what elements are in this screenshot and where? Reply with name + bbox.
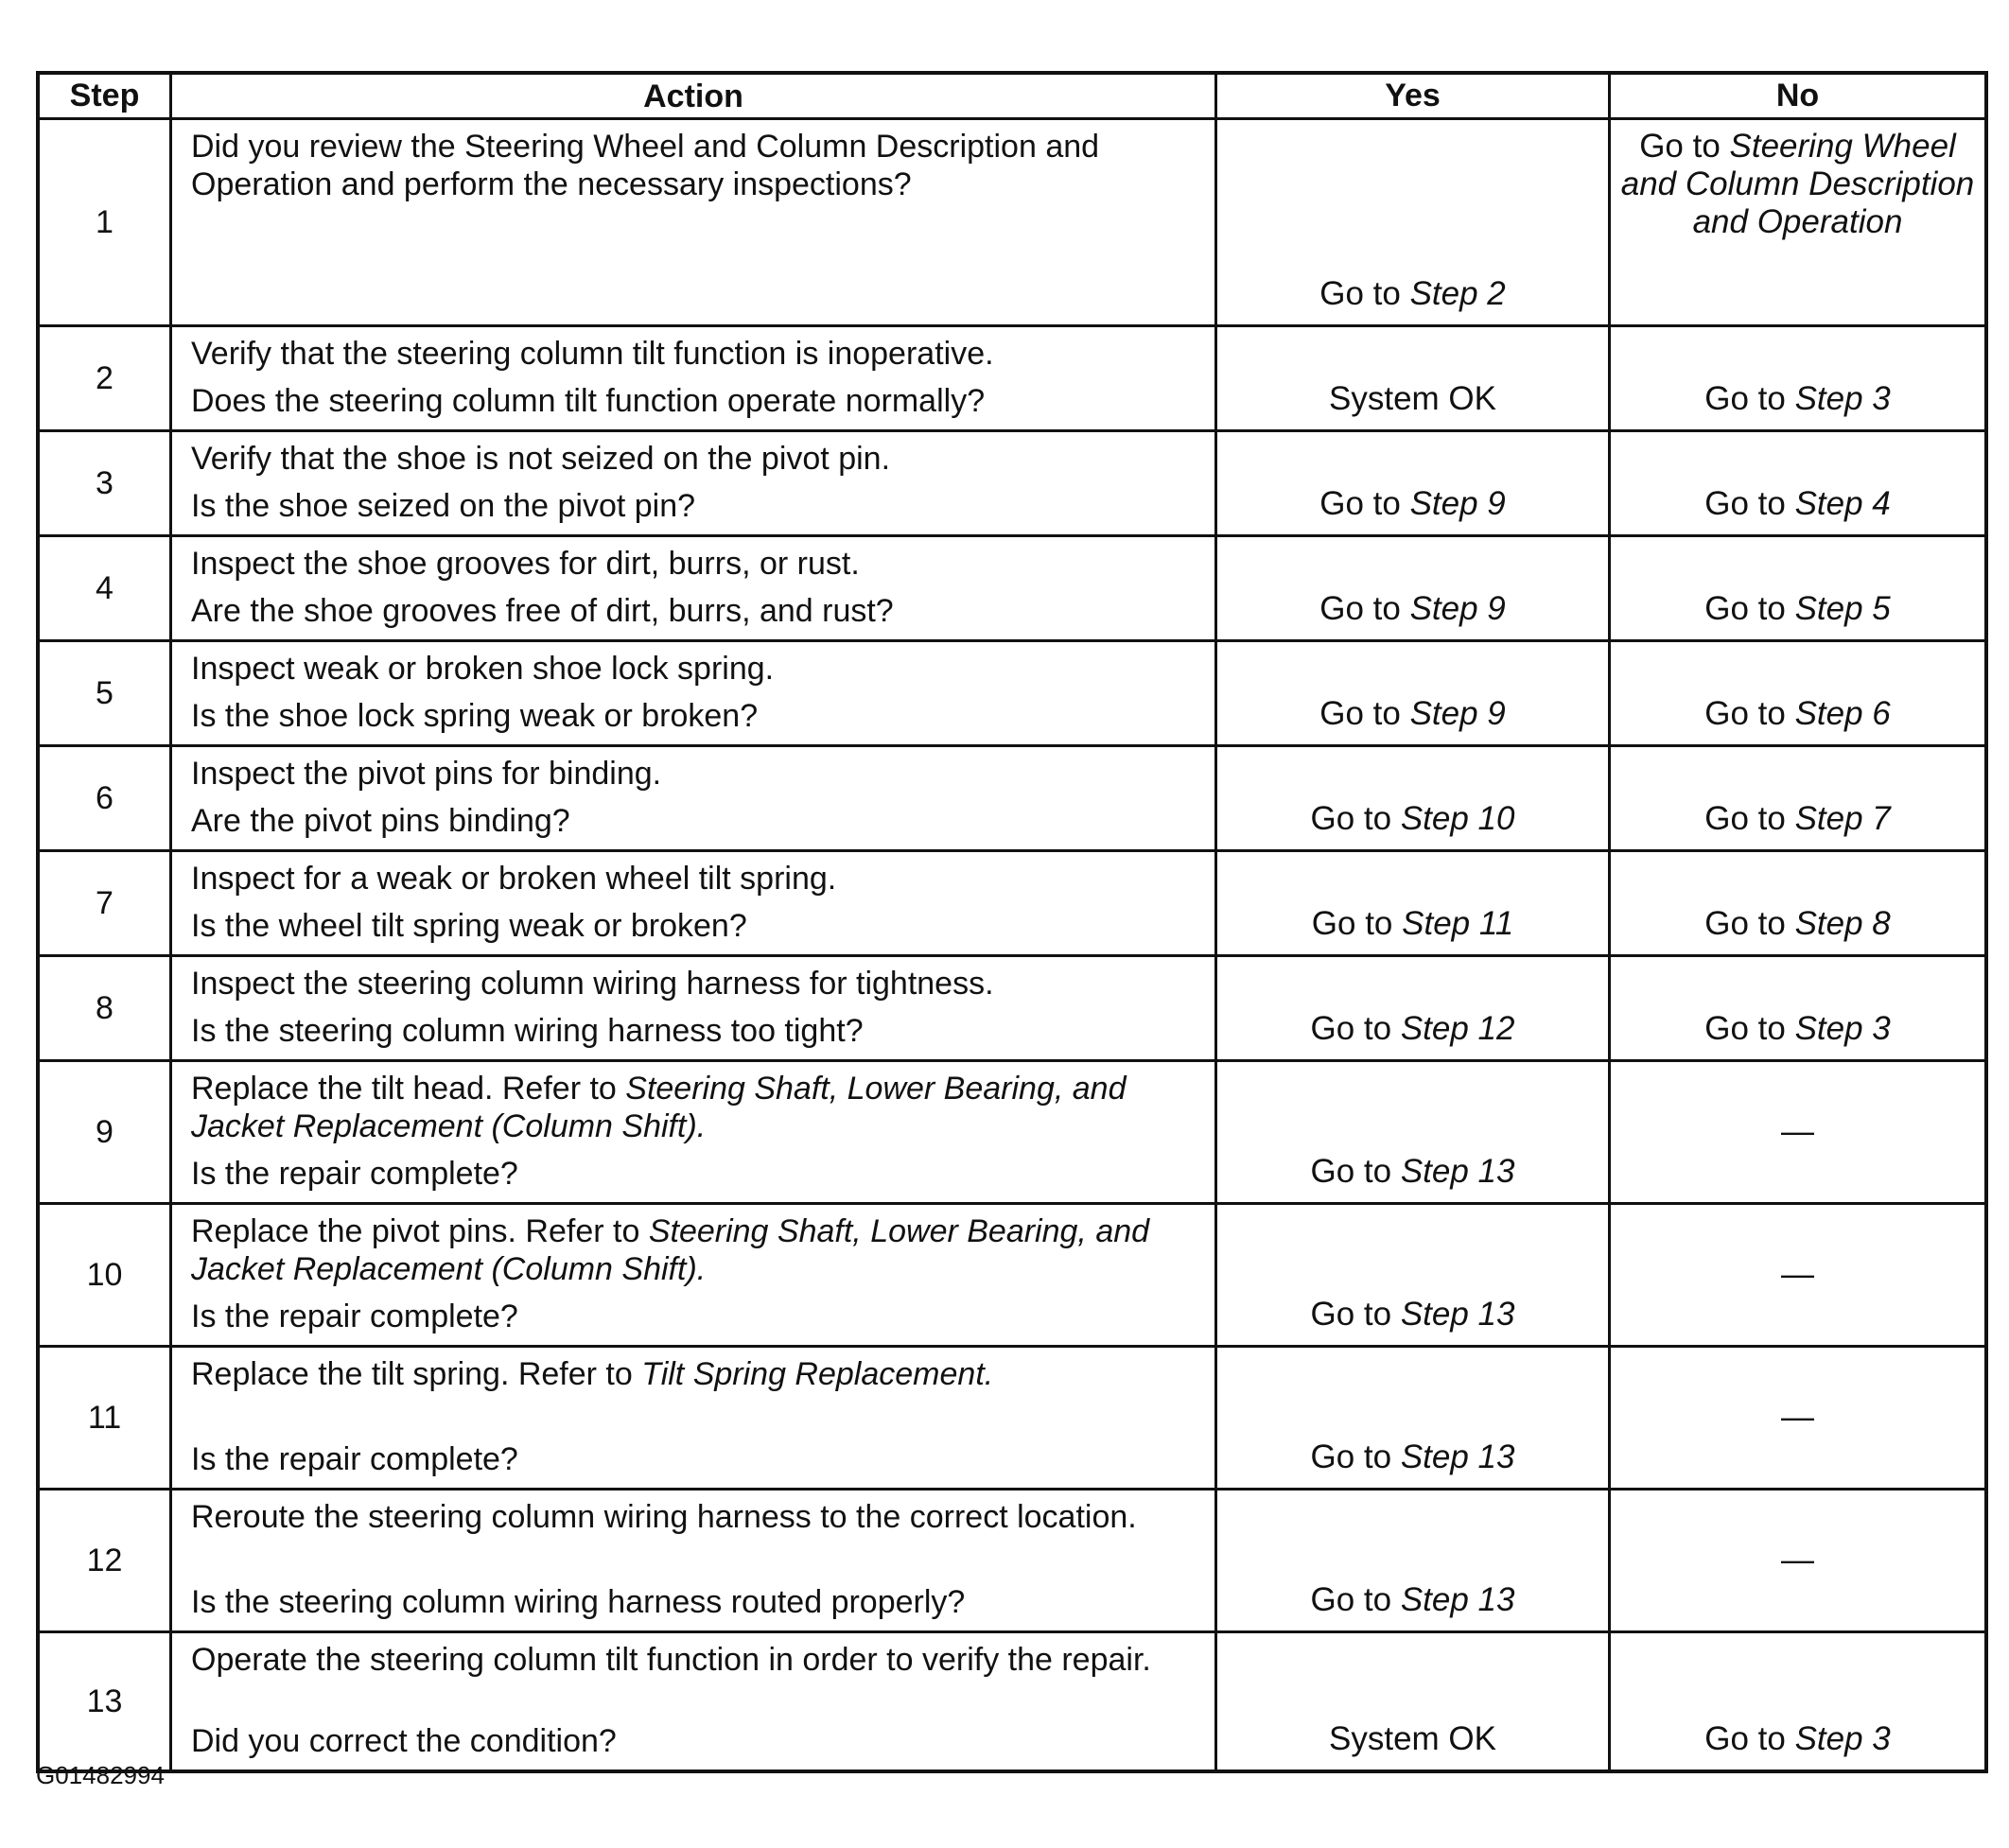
action-cell [171,1347,1216,1490]
action-prompt-text: Replace the pivot pins. Refer to [191,1213,649,1249]
diagnostic-table [36,71,1988,1773]
step-number: 7 [38,851,171,956]
action-reference: Steering Shaft, Lower Bearing, and Jacket Replacement (Column Shift). [191,1071,1127,1144]
no-cell [1610,119,1987,326]
action-question: Does the steering column tilt function operate normally? [191,383,986,419]
action-prompt [191,755,1197,793]
action-question: Is the repair complete? [191,1441,518,1477]
action-prompt [191,335,1197,373]
action-prompt-text: Inspect for a weak or broken wheel tilt spring. [191,861,837,897]
yes-text: Go to [1319,590,1410,627]
no-dash: — [1781,1399,1814,1436]
no-result [1611,120,1984,241]
header-no: No [1610,73,1987,119]
no-dash: — [1781,1113,1814,1150]
action-prompt-text: Reroute the steering column wiring harness to the correct location. [191,1499,1137,1535]
action-question: Is the steering column wiring harness routed properly? [191,1584,966,1620]
no-cell [1610,851,1987,956]
yes-result [1217,1438,1608,1488]
yes-result [1217,1581,1608,1630]
action-prompt-text: Replace the tilt head. Refer to [191,1071,626,1107]
yes-text: System OK [1329,1720,1496,1757]
action-cell [171,119,1216,326]
yes-text: Go to [1310,1438,1401,1475]
step-number: 8 [38,956,171,1061]
action-content [172,1062,1214,1202]
yes-step-link: Step 13 [1400,1581,1515,1618]
action-cell [171,851,1216,956]
action-prompt [191,1355,1197,1393]
action-prompt-text: Replace the tilt spring. Refer to [191,1356,642,1392]
no-reference: Steering Wheel and Column Description and Operation [1620,128,1975,240]
action-question: Is the steering column wiring harness too tight? [191,1013,864,1049]
step-number: 5 [38,641,171,746]
no-cell [1610,1632,1987,1772]
step-number: 3 [38,431,171,536]
table-row [38,641,1986,746]
no-text: Go to [1704,800,1795,837]
action-cell [171,956,1216,1061]
action-content [172,747,1214,849]
no-cell [1610,431,1987,536]
action-content [172,852,1214,954]
action-cell [171,1632,1216,1772]
no-cell [1610,536,1987,641]
no-step-link: Step 3 [1794,1010,1891,1047]
yes-result [1217,380,1608,429]
action-question: Is the shoe seized on the pivot pin? [191,488,696,524]
yes-step-link: Step 12 [1400,1010,1515,1047]
yes-text: Go to [1310,800,1401,837]
yes-cell [1216,1347,1610,1490]
action-prompt [191,965,1197,1002]
table-row [38,1204,1986,1347]
action-prompt [191,545,1197,583]
yes-result [1217,1010,1608,1059]
yes-step-link: Step 2 [1409,275,1506,312]
action-question: Is the shoe lock spring weak or broken? [191,698,759,734]
yes-cell [1216,431,1610,536]
header-action: Action [171,73,1216,119]
no-text: Go to [1704,905,1795,942]
yes-result [1217,590,1608,639]
table-header-row [38,73,1986,119]
no-text: Go to [1704,380,1795,417]
yes-cell [1216,746,1610,851]
action-prompt-text: Operate the steering column tilt function in order to verify the repair. [191,1642,1151,1678]
yes-text: Go to [1319,695,1410,732]
action-content [172,957,1214,1059]
step-number: 12 [38,1490,171,1632]
no-text: Go to [1639,128,1730,165]
action-content [172,1491,1214,1630]
yes-cell [1216,641,1610,746]
yes-result [1217,905,1608,954]
action-prompt [191,1498,1197,1536]
action-prompt [191,860,1197,898]
action-content [172,1348,1214,1488]
no-text: Go to [1704,1720,1795,1757]
yes-step-link: Step 13 [1400,1296,1515,1333]
yes-cell [1216,1632,1610,1772]
no-text: Go to [1704,1010,1795,1047]
table-row [38,431,1986,536]
yes-result [1217,275,1608,324]
action-prompt [191,1212,1197,1288]
action-content [172,537,1214,639]
yes-text: Go to [1310,1010,1401,1047]
table-row [38,851,1986,956]
yes-text: Go to [1310,1296,1401,1333]
table-row [38,119,1986,326]
yes-step-link: Step 10 [1400,800,1515,837]
action-question: Is the repair complete? [191,1156,518,1192]
no-result [1611,1720,1984,1770]
table-row [38,746,1986,851]
step-number: 10 [38,1204,171,1347]
yes-result [1217,485,1608,534]
no-cell [1610,956,1987,1061]
yes-result [1217,695,1608,744]
yes-cell [1216,1061,1610,1204]
no-dash: — [1781,1542,1814,1578]
action-cell [171,641,1216,746]
step-number: 9 [38,1061,171,1204]
figure-id: G01482994 [36,1761,165,1789]
action-prompt-text: Inspect the shoe grooves for dirt, burrs, or rust. [191,546,860,582]
no-cell [1610,1204,1987,1347]
yes-result [1217,1153,1608,1202]
action-prompt [191,1070,1197,1145]
no-result [1611,1010,1984,1059]
action-prompt [191,440,1197,478]
action-cell [171,1061,1216,1204]
action-question: Are the shoe grooves free of dirt, burrs, and rust? [191,593,894,629]
yes-text: Go to [1319,275,1410,312]
yes-result [1217,800,1608,849]
action-prompt-text: Inspect the steering column wiring harness for tightness. [191,966,994,1002]
action-content [172,327,1214,429]
action-prompt [191,1641,1197,1679]
no-step-link: Step 4 [1794,485,1891,522]
action-cell [171,326,1216,431]
action-cell [171,431,1216,536]
action-question: Is the wheel tilt spring weak or broken? [191,908,747,944]
action-cell [171,746,1216,851]
yes-step-link: Step 9 [1409,485,1506,522]
no-result [1611,905,1984,954]
no-cell [1610,1061,1987,1204]
no-step-link: Step 3 [1794,1720,1891,1757]
yes-step-link: Step 9 [1409,695,1506,732]
action-cell [171,1490,1216,1632]
yes-cell [1216,956,1610,1061]
yes-step-link: Step 13 [1400,1153,1515,1190]
header-step: Step [38,73,171,119]
yes-cell [1216,851,1610,956]
action-question: Are the pivot pins binding? [191,803,570,839]
step-number: 2 [38,326,171,431]
action-content [172,432,1214,534]
no-cell [1610,746,1987,851]
step-number: 11 [38,1347,171,1490]
no-cell [1610,641,1987,746]
no-result [1611,380,1984,429]
no-step-link: Step 8 [1794,905,1891,942]
yes-step-link: Step 9 [1409,590,1506,627]
table-row [38,1632,1986,1772]
yes-result [1217,1296,1608,1345]
action-question: Did you correct the condition? [191,1723,617,1759]
yes-text: Go to [1310,1153,1401,1190]
action-content [172,120,1214,324]
yes-text: System OK [1329,380,1496,417]
yes-cell [1216,1204,1610,1347]
yes-cell [1216,326,1610,431]
action-question: Is the repair complete? [191,1299,518,1334]
action-cell [171,1204,1216,1347]
no-result [1611,485,1984,534]
no-dash: — [1781,1256,1814,1293]
header-yes: Yes [1216,73,1610,119]
no-text: Go to [1704,695,1795,732]
yes-cell [1216,1490,1610,1632]
yes-cell [1216,119,1610,326]
yes-text: Go to [1311,905,1403,942]
yes-result [1217,1720,1608,1770]
table-row [38,1347,1986,1490]
no-text: Go to [1704,485,1795,522]
no-step-link: Step 7 [1794,800,1891,837]
action-prompt [191,128,1197,203]
no-step-link: Step 5 [1794,590,1891,627]
action-cell [171,536,1216,641]
step-number: 4 [38,536,171,641]
no-result [1611,800,1984,849]
step-number: 6 [38,746,171,851]
yes-step-link: Step 13 [1400,1438,1515,1475]
step-number: 1 [38,119,171,326]
table-row [38,1490,1986,1632]
action-prompt-text: Verify that the steering column tilt function is inoperative. [191,336,994,372]
yes-step-link: Step 11 [1402,905,1514,942]
yes-cell [1216,536,1610,641]
action-content [172,1205,1214,1345]
table-row [38,1061,1986,1204]
no-step-link: Step 6 [1794,695,1891,732]
table-row [38,536,1986,641]
no-cell [1610,1347,1987,1490]
table-body [38,119,1986,1772]
no-result [1611,590,1984,639]
action-content [172,1633,1214,1770]
no-text: Go to [1704,590,1795,627]
action-content [172,642,1214,744]
no-cell [1610,1490,1987,1632]
action-prompt-text: Inspect the pivot pins for binding. [191,756,662,792]
no-result [1611,695,1984,744]
table-row [38,956,1986,1061]
yes-text: Go to [1310,1581,1401,1618]
step-number: 13 [38,1632,171,1772]
action-reference: Steering Shaft, Lower Bearing, and Jacket Replacement (Column Shift). [191,1213,1150,1287]
action-prompt-text: Did you review the Steering Wheel and Column Description and Operation and perform the necessary inspections? [191,129,1100,202]
action-prompt-text: Verify that the shoe is not seized on the pivot pin. [191,441,891,477]
table-row [38,326,1986,431]
action-prompt [191,650,1197,688]
yes-text: Go to [1319,485,1410,522]
action-prompt-text: Inspect weak or broken shoe lock spring. [191,651,775,687]
action-reference: Tilt Spring Replacement. [641,1356,994,1392]
no-cell [1610,326,1987,431]
no-step-link: Step 3 [1794,380,1891,417]
